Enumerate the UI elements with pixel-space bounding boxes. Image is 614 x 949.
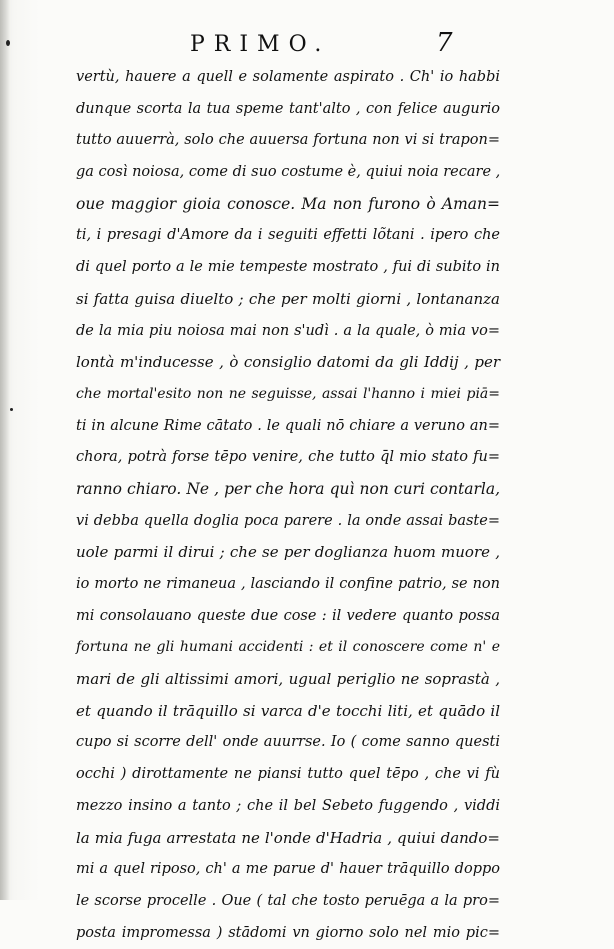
text-line: vertù, hauere a quell e solamente aspirato . Ch' io habbi xyxy=(76,69,500,85)
text-line: uole parmi il dirui ; che se per doglianza huom muore , xyxy=(76,543,500,562)
running-head: PRIMO. xyxy=(190,32,331,57)
text-line: chora, potrà forse tēpo venire, che tutto q̄l mio stato fu= xyxy=(76,449,500,466)
binding-shadow xyxy=(0,0,10,900)
page-header xyxy=(0,30,614,60)
text-line: posta impromessa ) stādomi vn giorno solo nel mio pic= xyxy=(76,924,500,941)
text-line: lontà m'inducesse , ò consiglio datomi da gli Iddij , per xyxy=(76,353,500,372)
margin-speck xyxy=(6,40,10,46)
text-line: che mortal'esito non ne seguisse, assai l'hanno i miei piā= xyxy=(76,385,500,402)
text-line: le scorse procelle . Oue ( tal che tosto peruēga a la pro= xyxy=(76,892,500,909)
text-line: di quel porto a le mie tempeste mostrato , fui di subito in xyxy=(76,259,500,276)
margin-speck xyxy=(10,408,13,411)
text-line: ti, i presagi d'Amore da i seguiti effetti lõtani . ipero che xyxy=(76,227,500,244)
text-line: dunque scorta la tua speme tant'alto , con felice augurio xyxy=(76,100,500,117)
text-line: mi a quel riposo, ch' a me parue d' hauer trāquillo doppo xyxy=(76,861,500,878)
text-line: io morto ne rimaneua , lasciando il confine patrio, se non xyxy=(76,576,500,592)
text-line: ga così noiosa, come di suo costume è, quiui noia recare , xyxy=(76,164,501,181)
text-line: occhi ) dirottamente ne piansi tutto quel tēpo , che vi fù xyxy=(76,766,500,783)
text-line: ranno chiaro. Ne , per che hora quì non curi contarla, xyxy=(76,479,500,498)
text-line: oue maggior gioia conosce. Ma non furono ò Aman= xyxy=(76,194,500,213)
body-text xyxy=(76,62,500,949)
text-line: et quando il trāquillo si varca d'e tocchi liti, et quādo il xyxy=(76,701,500,720)
text-line: si fatta guisa diuelto ; che per molti giorni , lontananza xyxy=(76,289,500,308)
text-line: mari de gli altissimi amori, ugual periglio ne soprastà , xyxy=(76,670,500,689)
text-line: fortuna ne gli humani accidenti : et il conoscere come n' e xyxy=(76,639,500,656)
text-line: tutto auuerrà, solo che auuersa fortuna non vi si trapon= xyxy=(76,132,500,149)
text-line: de la mia piu noiosa mai non s'udì . a la quale, ò mia vo= xyxy=(76,322,500,339)
text-line: mezzo insino a tanto ; che il bel Sebeto fuggendo , viddi xyxy=(76,797,500,814)
text-line: vi debba quella doglia poca parere . la onde assai baste= xyxy=(76,512,500,529)
text-line: ti in alcune Rime cātato . le quali nō chiare a veruno an= xyxy=(76,417,500,434)
text-line: mi consolauano queste due cose : il vedere quanto possa xyxy=(76,607,500,624)
page-number: 7 xyxy=(436,28,453,58)
text-line: cupo si scorre dell' onde auurrse. Io ( come sanno questi xyxy=(76,734,500,751)
text-line: la mia fuga arrestata ne l'onde d'Hadria , quiui dando= xyxy=(76,828,500,847)
